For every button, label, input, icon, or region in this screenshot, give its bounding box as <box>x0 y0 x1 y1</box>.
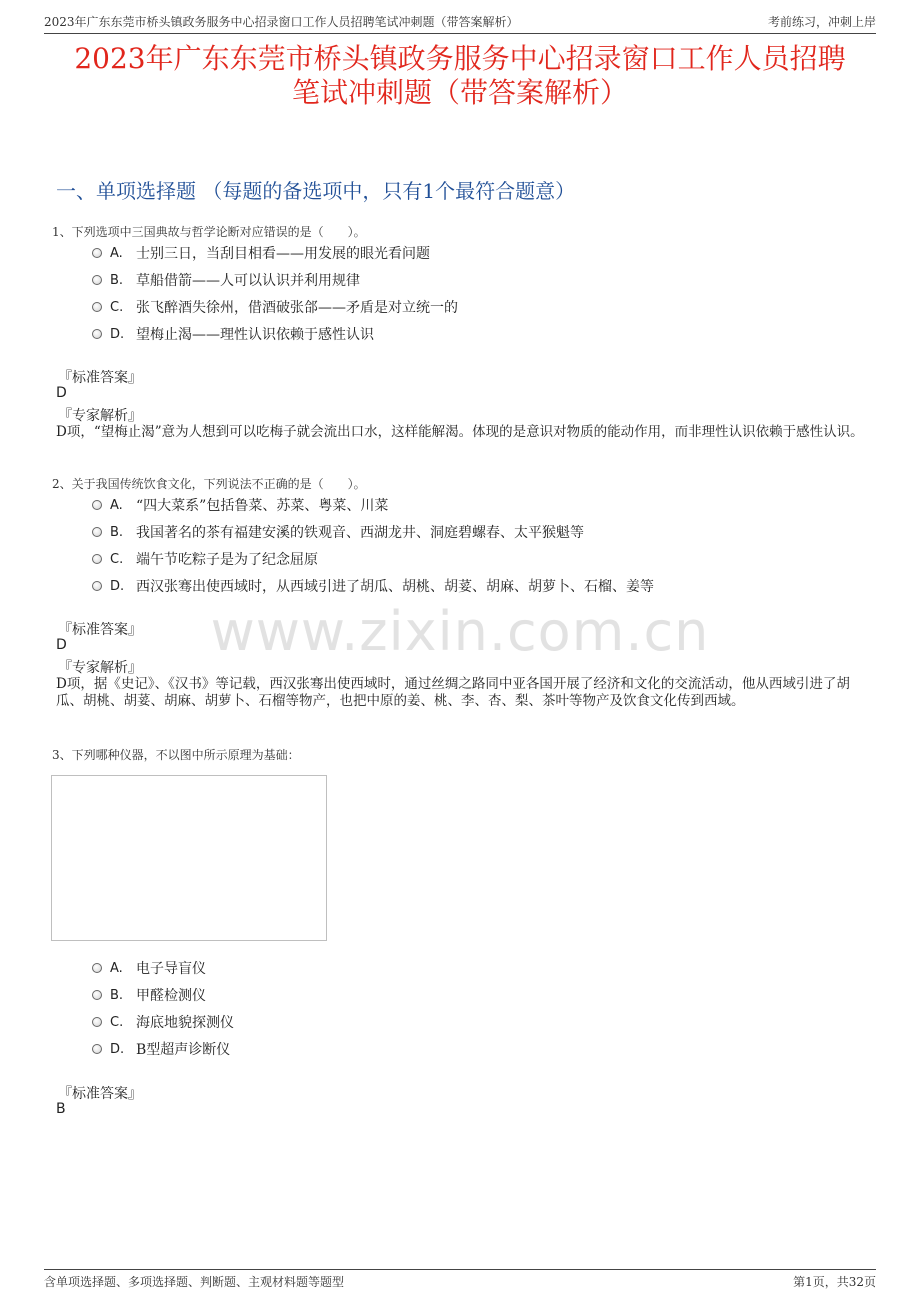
radio-icon[interactable] <box>92 554 102 564</box>
question-2-answer: D <box>56 637 67 653</box>
page-title-line-2: 笔试冲刺题（带答案解析） <box>291 76 628 109</box>
option-text: 西汉张骞出使西域时，从西域引进了胡瓜、胡桃、胡荽、胡麻、胡萝卜、石榴、姜等 <box>136 579 654 595</box>
header-document-title: 2023年广东东莞市桥头镇政务服务中心招录窗口工作人员招聘笔试冲刺题（带答案解析） <box>44 15 519 29</box>
question-2-answer-label: 『标准答案』 <box>58 622 142 638</box>
option-text: 士别三日，当刮目相看——用发展的眼光看问题 <box>136 246 430 262</box>
question-2-option-a[interactable] <box>92 495 388 515</box>
question-1-analysis: D项，“望梅止渴”意为人想到可以吃梅子就会流出口水，这样能解渴。体现的是意识对物质的能动作用，而非理性认识依赖于感性认识。 <box>56 424 864 440</box>
option-text: 张飞醉酒失徐州，借酒破张郃——矛盾是对立统一的 <box>136 300 458 316</box>
option-letter: A. <box>110 960 123 976</box>
option-letter: A. <box>110 497 123 513</box>
footer-divider <box>44 1269 876 1270</box>
radio-icon[interactable] <box>92 329 102 339</box>
radio-icon[interactable] <box>92 990 102 1000</box>
question-1-option-b[interactable] <box>92 270 360 290</box>
section-heading: 一、单项选择题 （每题的备选项中，只有1个最符合题意） <box>56 179 576 203</box>
question-3-answer-label: 『标准答案』 <box>58 1086 142 1102</box>
option-letter: D. <box>110 1041 125 1057</box>
option-text: “四大菜系”包括鲁菜、苏菜、粤菜、川菜 <box>136 498 389 514</box>
question-2-analysis: D项，据《史记》、《汉书》等记载，西汉张骞出使西域时，通过丝绸之路同中亚各国开展了经济和文化的交流活动，他从西域引进了胡瓜、胡桃、胡荽、胡麻、胡萝卜、石榴等物产，也把中原的姜、桃、李、杏、梨、茶叶等物产及饮食文化传到西域。 <box>56 676 850 709</box>
radio-icon[interactable] <box>92 963 102 973</box>
radio-icon[interactable] <box>92 275 102 285</box>
option-text: 电子导盲仪 <box>136 961 206 977</box>
radio-icon[interactable] <box>92 1017 102 1027</box>
option-text: 草船借箭——人可以认识并利用规律 <box>136 273 360 289</box>
question-1-option-c[interactable] <box>92 297 458 317</box>
question-3-figure <box>51 775 327 941</box>
radio-icon[interactable] <box>92 1044 102 1054</box>
option-letter: C. <box>110 551 124 567</box>
option-text: 甲醛检测仪 <box>136 988 206 1004</box>
question-1-option-d[interactable] <box>92 324 374 344</box>
option-letter: C. <box>110 1014 124 1030</box>
footer-page-number: 第1页，共32页 <box>793 1275 876 1289</box>
question-3-option-c[interactable] <box>92 1012 234 1032</box>
option-letter: D. <box>110 326 125 342</box>
radio-icon[interactable] <box>92 302 102 312</box>
option-text: 我国著名的茶有福建安溪的铁观音、西湖龙井、洞庭碧螺春、太平猴魁等 <box>136 525 584 541</box>
footer-question-types: 含单项选择题、多项选择题、判断题、主观材料题等题型 <box>44 1275 345 1289</box>
question-3-option-a[interactable] <box>92 958 206 978</box>
question-3-stem: 3、下列哪种仪器，不以图中所示原理为基础： <box>52 748 300 762</box>
question-1-answer-label: 『标准答案』 <box>58 370 142 386</box>
option-letter: A. <box>110 245 123 261</box>
question-1-answer: D <box>56 385 67 401</box>
page-title-line-1: 2023年广东东莞市桥头镇政务服务中心招录窗口工作人员招聘 <box>74 42 846 75</box>
question-1-analysis-label: 『专家解析』 <box>58 408 142 424</box>
option-letter: C. <box>110 299 124 315</box>
page-title <box>40 42 880 110</box>
option-text: 望梅止渴——理性认识依赖于感性认识 <box>136 327 374 343</box>
question-2-option-c[interactable] <box>92 549 318 569</box>
option-text: 端午节吃粽子是为了纪念屈原 <box>136 552 318 568</box>
question-2-option-b[interactable] <box>92 522 584 542</box>
option-text: 海底地貌探测仪 <box>136 1015 234 1031</box>
question-3-option-d[interactable] <box>92 1039 230 1059</box>
option-letter: B. <box>110 524 124 540</box>
question-2-option-d[interactable] <box>92 576 654 596</box>
option-letter: D. <box>110 578 125 594</box>
question-2-analysis-label: 『专家解析』 <box>58 660 142 676</box>
radio-icon[interactable] <box>92 581 102 591</box>
radio-icon[interactable] <box>92 500 102 510</box>
question-1-option-a[interactable] <box>92 243 430 263</box>
question-3-answer: B <box>56 1101 66 1117</box>
option-letter: B. <box>110 987 124 1003</box>
question-1-stem: 1、下列选项中三国典故与哲学论断对应错误的是（ ）。 <box>52 225 366 239</box>
watermark: www.zixin.com.cn <box>210 600 710 663</box>
radio-icon[interactable] <box>92 527 102 537</box>
option-text: B型超声诊断仪 <box>136 1042 231 1058</box>
header-slogan: 考前练习，冲刺上岸 <box>767 15 876 29</box>
question-3-option-b[interactable] <box>92 985 206 1005</box>
option-letter: B. <box>110 272 124 288</box>
header-divider <box>44 33 876 34</box>
question-2-stem: 2、关于我国传统饮食文化，下列说法不正确的是（ ）。 <box>52 477 366 491</box>
radio-icon[interactable] <box>92 248 102 258</box>
